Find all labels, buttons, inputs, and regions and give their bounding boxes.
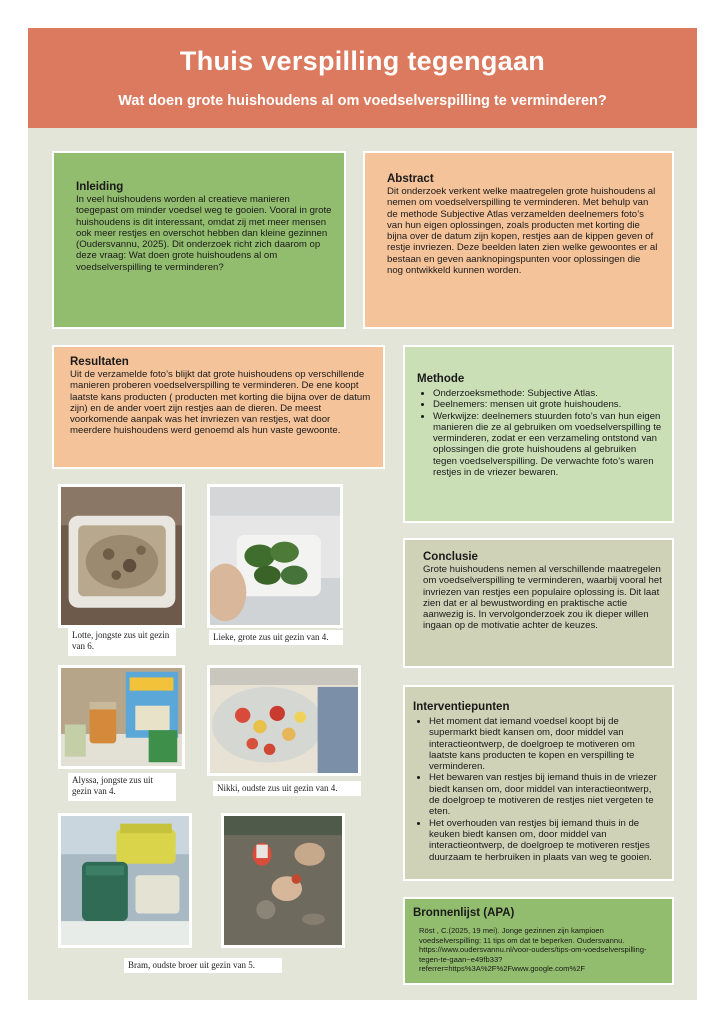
poster-header xyxy=(28,28,697,128)
interventiepunten-heading: Interventiepunten xyxy=(413,701,510,713)
photo-lotte xyxy=(58,484,185,628)
caption-alyssa: Alyssa, jongste zus uit gezin van 4. xyxy=(68,773,176,801)
caption-lieke: Lieke, grote zus uit gezin van 4. xyxy=(209,630,343,645)
interventiepunt-item: • Het overhouden van restjes bij iemand thuis in de keuken biedt kansen om, door middel van interactieontwerp, de doelgroep te motiveren restjes duurzaam te herbruiken in plaats van weg te gooien. xyxy=(429,818,664,863)
inleiding-body: In veel huishoudens worden al creatieve manieren toegepast om minder voedsel weg te gooien. Vooral in grote huishoudens is dit interessant, omdat zij met meer mensen ook meer restjes en overschot hebben dan kleine gezinnen (Oudersvannu, 2025). Dit onderzoek richt zich daarom op deze vraag: Wat doen grote huishoudens al om voedselverspilling te verminderen? xyxy=(76,194,332,273)
abstract-heading: Abstract xyxy=(387,173,434,185)
poster-subtitle: Wat doen grote huishoudens al om voedselverspilling te verminderen? xyxy=(118,93,607,109)
photo-lieke xyxy=(207,484,343,628)
caption-nikki: Nikki, oudste zus uit gezin van 4. xyxy=(213,781,361,796)
methode-item: • Werkwijze: deelnemers stuurden foto’s van hun eigen manieren die ze al gebruiken om voedselverspilling te verminderen, zodat er een verzameling ontstond van oplossingen die grote huishoudens al gebruiken tegen voedselverspilling. De verwachte foto’s waren restjes in de vriezer bewaren. xyxy=(433,411,662,479)
interventiepunt-item: • Het moment dat iemand voedsel koopt bij de supermarkt biedt kansen om, door middel van interactieontwerp, de doelgroep te motiveren om laatste kans producten te kopen en verspilling te verminderen. xyxy=(429,716,664,772)
photo-bram-freezer xyxy=(58,813,192,948)
photo-alyssa xyxy=(58,665,185,769)
interventiepunten-list xyxy=(413,716,664,863)
caption-lotte: Lotte, jongste zus uit gezin van 6. xyxy=(68,628,176,656)
caption-bram: Bram, oudste broer uit gezin van 5. xyxy=(124,958,282,973)
resultaten-body: Uit de verzamelde foto’s blijkt dat grote huishoudens op verschillende manieren proberen voedselverspilling te verminderen. De ene koopt laatste kans producten ( producten met korting die bijna over de datum zijn) en de ander voert zijn restjes aan de dieren. De meest voorkomende aanpak was het invriezen van restjes, wat door meerdere huishoudens werd genoemd als hun vaste gewoonte. xyxy=(70,369,371,437)
methode-list xyxy=(417,388,662,478)
bronnenlijst-section xyxy=(403,897,674,985)
methode-heading: Methode xyxy=(417,373,465,385)
methode-item: • Deelnemers: mensen uit grote huishoudens. xyxy=(433,399,662,410)
inleiding-section xyxy=(52,151,346,329)
conclusie-body: Grote huishoudens nemen al verschillende maatregelen om voedselverspilling te verminderen, waarbij vooral het invriezen van restjes een populaire oplossing is. Dit laat zien dat er al bewustwording en praktische actie aanwezig is. In vervolgonderzoek zou ik dieper willen ingaan op de motivatie achter de keuzes. xyxy=(423,564,662,632)
abstract-body: Dit onderzoek verkent welke maatregelen grote huishoudens al nemen om voedselverspilling te verminderen. Met behulp van de methode Subjective Atlas verzamelden deelnemers foto’s van hun eigen oplossingen, zoals producten met korting die bijna over de datum zijn kopen, restjes aan de kippen geven of restje invriezen. Deze beelden laten zien welke gewoontes er al bestaan en geven aanknopingspunten voor oplossingen die nog ontwikkeld kunnen worden. xyxy=(387,186,658,277)
resultaten-heading: Resultaten xyxy=(70,356,129,368)
bronnenlijst-body: Röst , C.(2025, 19 mei). Jonge gezinnen zijn kampioen voedselverspilling: 11 tips om dat te beperken. Oudersvannu. https://www.oudersvannu.nl/voor-ouders/tips-om-voedselverspilling-tegen-te-gaan~e49fb33?referrer=https%3A%2F%2Fwww.google.com%2F xyxy=(419,926,647,973)
abstract-section xyxy=(363,151,674,329)
poster-title: Thuis verspilling tegengaan xyxy=(179,46,546,76)
resultaten-section xyxy=(52,345,385,469)
methode-item: • Onderzoeksmethode: Subjective Atlas. xyxy=(433,388,662,399)
bronnenlijst-heading: Bronnenlijst (APA) xyxy=(413,907,515,919)
methode-section xyxy=(403,345,674,523)
conclusie-section xyxy=(403,538,674,668)
conclusie-heading: Conclusie xyxy=(423,551,478,563)
interventiepunten-section xyxy=(403,685,674,881)
photo-nikki xyxy=(207,665,361,776)
inleiding-heading: Inleiding xyxy=(76,181,124,193)
photo-bram-chickens xyxy=(221,813,345,948)
interventiepunt-item: • Het bewaren van restjes bij iemand thuis in de vriezer biedt kansen om, door middel van interactieontwerp, de doelgroep te motiveren de restjes niet vergeten te eten. xyxy=(429,772,664,817)
